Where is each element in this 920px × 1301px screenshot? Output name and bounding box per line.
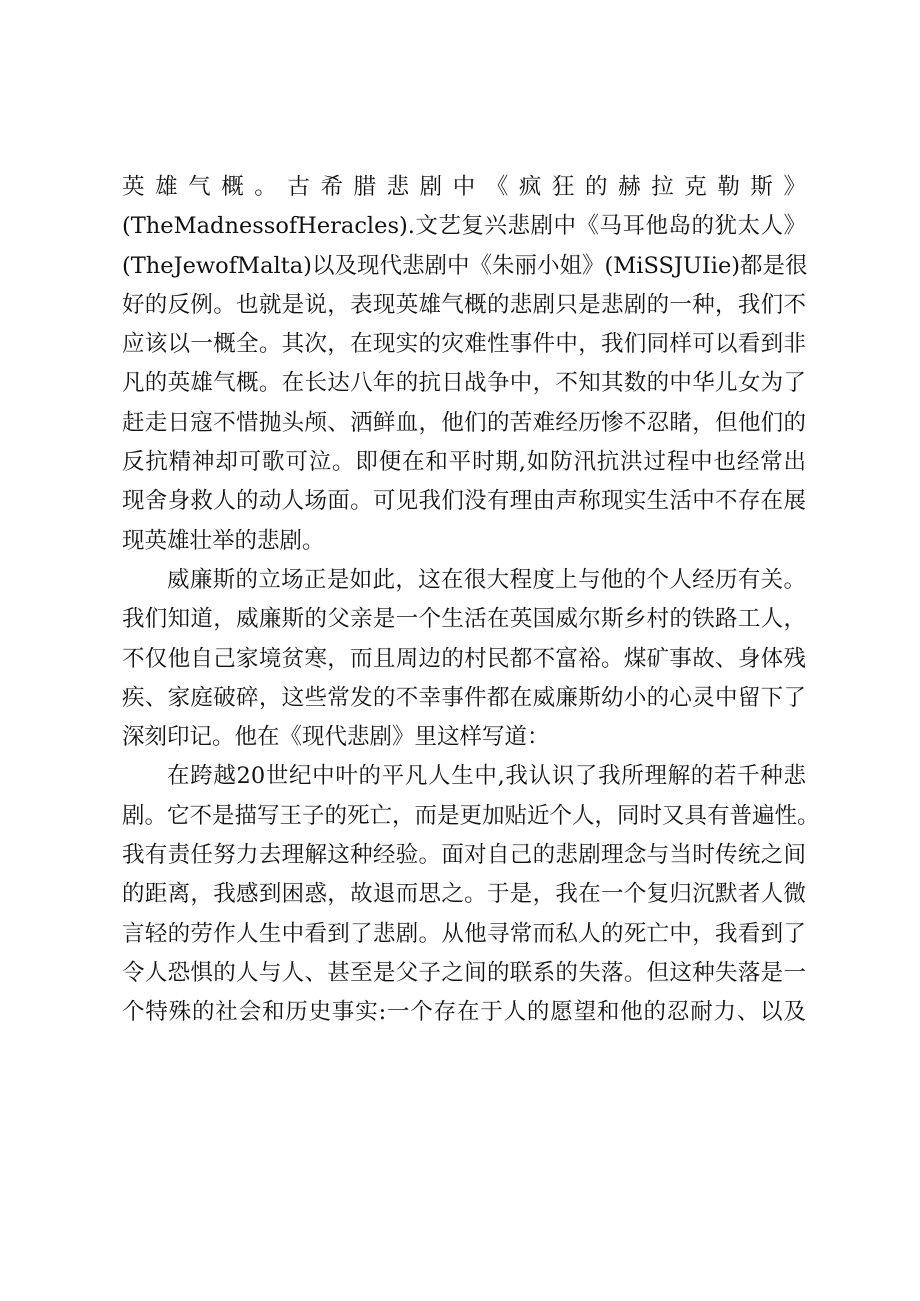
text-line: 我有责任努力去理解这种经验。面对自己的悲剧理念与当时传统之间 [122, 842, 806, 869]
text-line: 令人恐惧的人与人、甚至是父子之间的联系的失落。但这种失落是一 [122, 959, 806, 986]
text-line: (TheMadnessofHeracles).文艺复兴悲剧中《马耳他岛的犹太人》 [122, 213, 806, 240]
body-text [122, 168, 820, 1033]
text-line: 凡的英雄气概。在长达八年的抗日战争中，不知其数的中华儿女为了 [122, 370, 806, 397]
text-line: 的距离，我感到困惑，故退而思之。于是，我在一个复归沉默者人微 [122, 881, 806, 908]
text-line: 在跨越20世纪中叶的平凡人生中,我认识了我所理解的若千种悲 [167, 763, 806, 790]
text-line: 剧。它不是描写王子的死亡，而是更加贴近个人，同时又具有普遍性。 [122, 802, 820, 829]
text-line: 疾、家庭破碎，这些常发的不幸事件都在威廉斯幼小的心灵中留下了 [122, 684, 806, 711]
text-line: 不仅他自己家境贫寒，而且周边的村民都不富裕。煤矿事故、身体残 [122, 645, 806, 672]
text-line: 赶走日寇不惜抛头颅、洒鲜血，他们的苦难经历惨不忍睹，但他们的 [122, 409, 806, 436]
text-line: 个特殊的社会和历史事实:一个存在于人的愿望和他的忍耐力、以及 [122, 999, 806, 1026]
text-line: 深刻印记。他在《现代悲剧》里这样写道： [122, 724, 550, 751]
text-line: 英雄气概。古希腊悲剧中《疯狂的赫拉克勒斯》 [122, 174, 806, 200]
text-line: 言轻的劳作人生中看到了悲剧。从他寻常而私人的死亡中，我看到了 [122, 920, 806, 947]
text-line: 威廉斯的立场正是如此，这在很大程度上与他的个人经历有关。 [167, 566, 806, 593]
text-line: 我们知道，威廉斯的父亲是一个生活在英国威尔斯乡村的铁路工人， [122, 606, 806, 633]
text-line: 反抗精神却可歌可泣。即便在和平时期,如防汛抗洪过程中也经常出 [122, 449, 806, 476]
text-line: 应该以一概全。其次，在现实的灾难性事件中，我们同样可以看到非 [122, 331, 806, 358]
text-line: 现舍身救人的动人场面。可见我们没有理由声称现实生活中不存在展 [122, 488, 806, 515]
text-line: 好的反例。也就是说，表现英雄气概的悲剧只是悲剧的一种，我们不 [122, 291, 806, 318]
text-line: 现英雄壮举的悲剧。 [122, 527, 325, 554]
text-line: (TheJewofMalta)以及现代悲剧中《朱丽小姐》(MiSSJUIie)都是很 [122, 252, 808, 279]
